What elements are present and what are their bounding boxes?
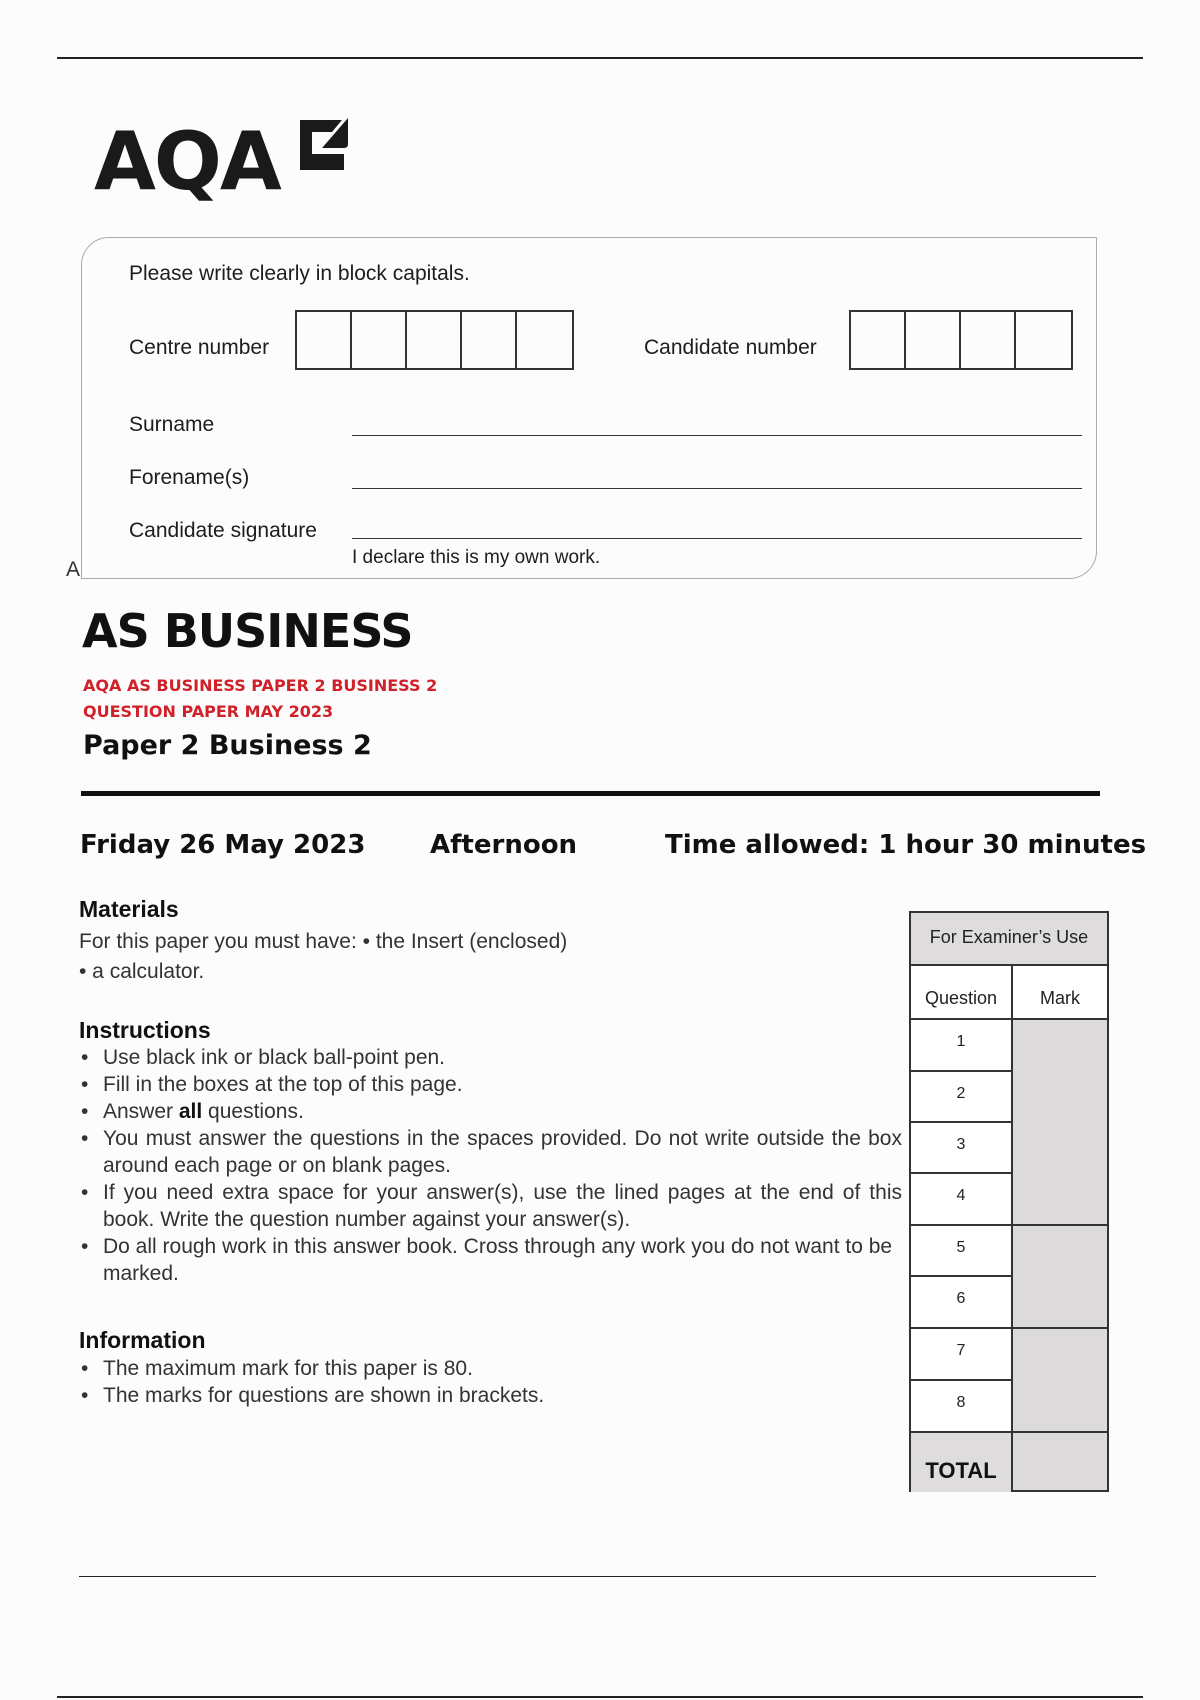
time-allowed: Time allowed: 1 hour 30 minutes	[665, 830, 1147, 860]
title-rule	[81, 791, 1100, 796]
information-list	[79, 1355, 679, 1409]
stray-letter: A	[66, 558, 81, 581]
centre-number-label: Centre number	[129, 336, 270, 359]
centre-number-boxes	[295, 310, 574, 370]
candidate-number-label: Candidate number	[644, 336, 817, 359]
top-rule	[57, 57, 1143, 59]
information-item: • The maximum mark for this paper is 80.	[79, 1355, 679, 1382]
forename-field[interactable]	[352, 488, 1082, 489]
candidate-digit-box[interactable]	[851, 312, 906, 368]
examiners-use-heading: For Examiner’s Use	[911, 913, 1107, 966]
instruction-item: • Do all rough work in this answer book. Cross through any work you do not want to be marked.	[79, 1233, 902, 1287]
subtitle-line-1: AQA AS BUSINESS PAPER 2 BUSINESS 2	[83, 676, 438, 695]
surname-label: Surname	[129, 413, 215, 436]
mark-row-divider	[1013, 1224, 1107, 1226]
candidate-digit-box[interactable]	[1016, 312, 1071, 368]
declaration-text: I declare this is my own work.	[352, 547, 601, 568]
centre-digit-box[interactable]	[352, 312, 407, 368]
paper-title: Paper 2 Business 2	[83, 730, 372, 761]
instruction-item: • Fill in the boxes at the top of this page.	[79, 1071, 902, 1098]
page-title: AS BUSINESS	[82, 604, 413, 658]
question-row: 7	[911, 1327, 1011, 1380]
question-row: 6	[911, 1275, 1011, 1328]
centre-digit-box[interactable]	[462, 312, 517, 368]
exam-date: Friday 26 May 2023	[80, 830, 366, 860]
question-row: 8	[911, 1379, 1011, 1432]
footer-rule	[79, 1576, 1096, 1577]
bottom-rule	[57, 1696, 1143, 1698]
instruction-item: • Use black ink or black ball-point pen.	[79, 1044, 902, 1071]
materials-line-2: • a calculator.	[79, 960, 205, 983]
examiners-use-table	[909, 911, 1109, 1492]
candidate-digit-box[interactable]	[906, 312, 961, 368]
candidate-details-box	[81, 237, 1097, 579]
mark-column-shading	[1013, 1019, 1107, 1490]
mark-row-divider	[1013, 1327, 1107, 1329]
centre-digit-box[interactable]	[297, 312, 352, 368]
answer-all-bold: all	[178, 1100, 203, 1123]
centre-digit-box[interactable]	[407, 312, 462, 368]
materials-line-1: For this paper you must have: • the Insert (enclosed)	[79, 930, 568, 953]
candidate-digit-box[interactable]	[961, 312, 1016, 368]
question-row: 3	[911, 1121, 1011, 1174]
mark-column-header: Mark	[1040, 988, 1080, 1008]
surname-field[interactable]	[352, 435, 1082, 436]
instructions-list	[79, 1044, 902, 1287]
total-label: TOTAL	[911, 1431, 1011, 1492]
information-item: • The marks for questions are shown in brackets.	[79, 1382, 679, 1409]
question-row: 5	[911, 1224, 1011, 1277]
aqa-logo	[94, 112, 356, 212]
exam-session: Afternoon	[430, 830, 578, 860]
instructions-heading: Instructions	[79, 1017, 211, 1043]
aqa-logo-mark-icon	[296, 114, 352, 174]
answer-all-post: questions.	[202, 1100, 304, 1123]
question-row: 1	[911, 1018, 1011, 1071]
materials-heading: Materials	[79, 896, 179, 922]
signature-field[interactable]	[352, 538, 1082, 539]
question-row: 2	[911, 1070, 1011, 1123]
block-capitals-instruction: Please write clearly in block capitals.	[129, 262, 470, 285]
instruction-item: • If you need extra space for your answer(s), use the lined pages at the end of this book. Write the question number against your answer(s).	[79, 1179, 902, 1233]
forename-label: Forename(s)	[129, 466, 250, 489]
subtitle-line-2: QUESTION PAPER MAY 2023	[83, 702, 334, 721]
column-separator	[1011, 966, 1013, 1490]
aqa-logo-text: AQA	[94, 115, 280, 208]
signature-label: Candidate signature	[129, 519, 317, 542]
question-column-header: Question	[924, 988, 998, 1008]
instruction-item: • You must answer the questions in the spaces provided. Do not write outside the box around each page or on blank pages.	[79, 1125, 902, 1179]
answer-all-pre: Answer	[103, 1100, 179, 1123]
instruction-item-answer-all	[79, 1098, 902, 1125]
total-row-divider	[1013, 1431, 1107, 1433]
information-heading: Information	[79, 1327, 206, 1353]
candidate-number-boxes	[849, 310, 1073, 370]
question-row: 4	[911, 1172, 1011, 1225]
mark-row-divider	[1013, 1018, 1107, 1020]
centre-digit-box[interactable]	[517, 312, 572, 368]
